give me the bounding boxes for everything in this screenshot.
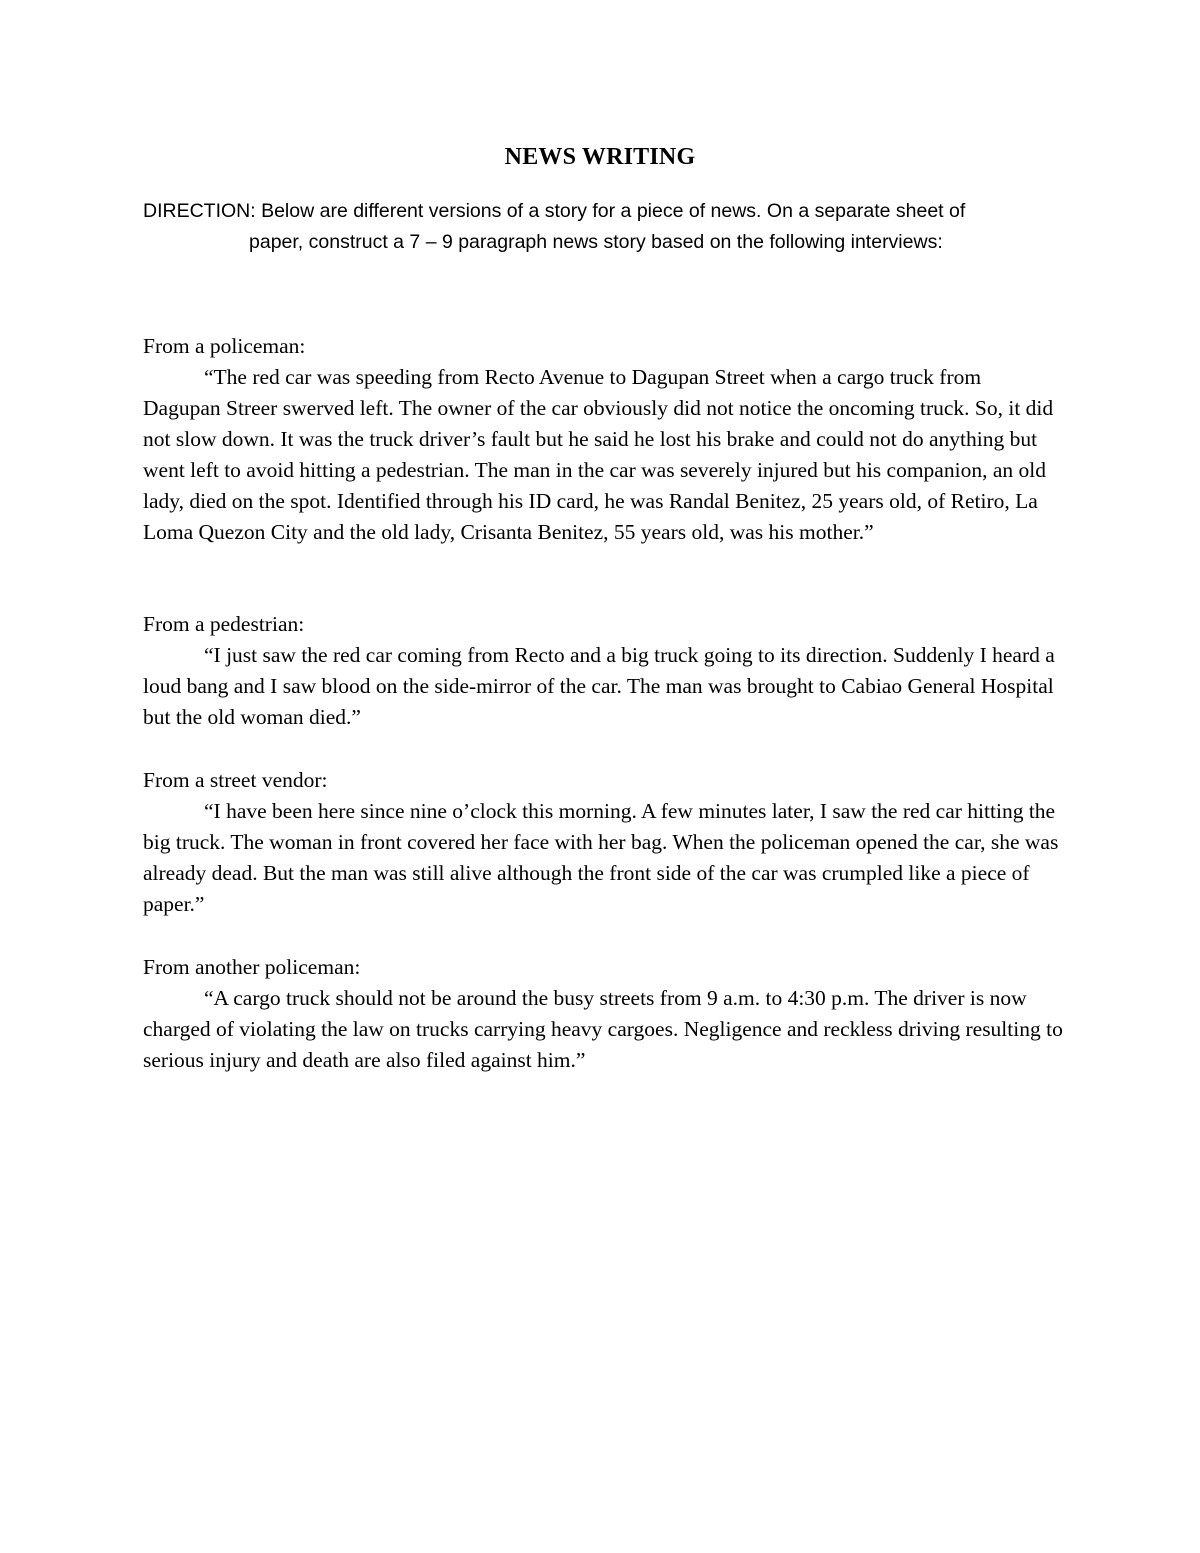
- interview-quote: “I just saw the red car coming from Recto and a big truck going to its direction. Suddenly I heard a loud bang and I saw blood on the side-mirror of the car. The man was brought to Cabiao General Hospital but the old woman died.”: [143, 643, 1055, 729]
- interview-source: From a street vendor:: [143, 768, 328, 792]
- direction-paragraph: [143, 196, 1063, 258]
- page-title: NEWS WRITING: [504, 144, 696, 170]
- interview-quote: “The red car was speeding from Recto Avenue to Dagupan Street when a cargo truck from Dagupan Streer swerved left. The owner of the car obviously did not notice the oncoming truck. So, it did not slow down. It was the truck driver’s fault but he said he lost his brake and could not do anything but went left to avoid hitting a pedestrian. The man in the car was severely injured but his companion, an old lady, died on the spot. Identified through his ID card, he was Randal Benitez, 25 years old, of Retiro, La Loma Quezon City and the old lady, Crisanta Benitez, 55 years old, was his mother.”: [143, 365, 1054, 544]
- interview-policeman: [143, 331, 1063, 548]
- interview-source: From another policeman:: [143, 955, 361, 979]
- direction-line-1: DIRECTION: Below are different versions of a story for a piece of news. On a separate sheet of: [143, 200, 966, 222]
- interview-quote: “I have been here since nine o’clock this morning. A few minutes later, I saw the red car hitting the big truck. The woman in front covered her face with her bag. When the policeman opened the car, she was already dead. But the man was still alive although the front side of the car was crumpled like a piece of paper.”: [143, 799, 1059, 916]
- interview-pedestrian: [143, 609, 1063, 733]
- interview-source: From a pedestrian:: [143, 612, 305, 636]
- interview-source: From a policeman:: [143, 334, 306, 358]
- direction-line-2: paper, construct a 7 – 9 paragraph news story based on the following interviews:: [249, 231, 943, 253]
- interview-another-policeman: [143, 952, 1063, 1076]
- interview-quote: “A cargo truck should not be around the busy streets from 9 a.m. to 4:30 p.m. The driver is now charged of violating the law on trucks carrying heavy cargoes. Negligence and reckless driving resulting to serious injury and death are also filed against him.”: [143, 986, 1063, 1072]
- interview-street-vendor: [143, 765, 1063, 920]
